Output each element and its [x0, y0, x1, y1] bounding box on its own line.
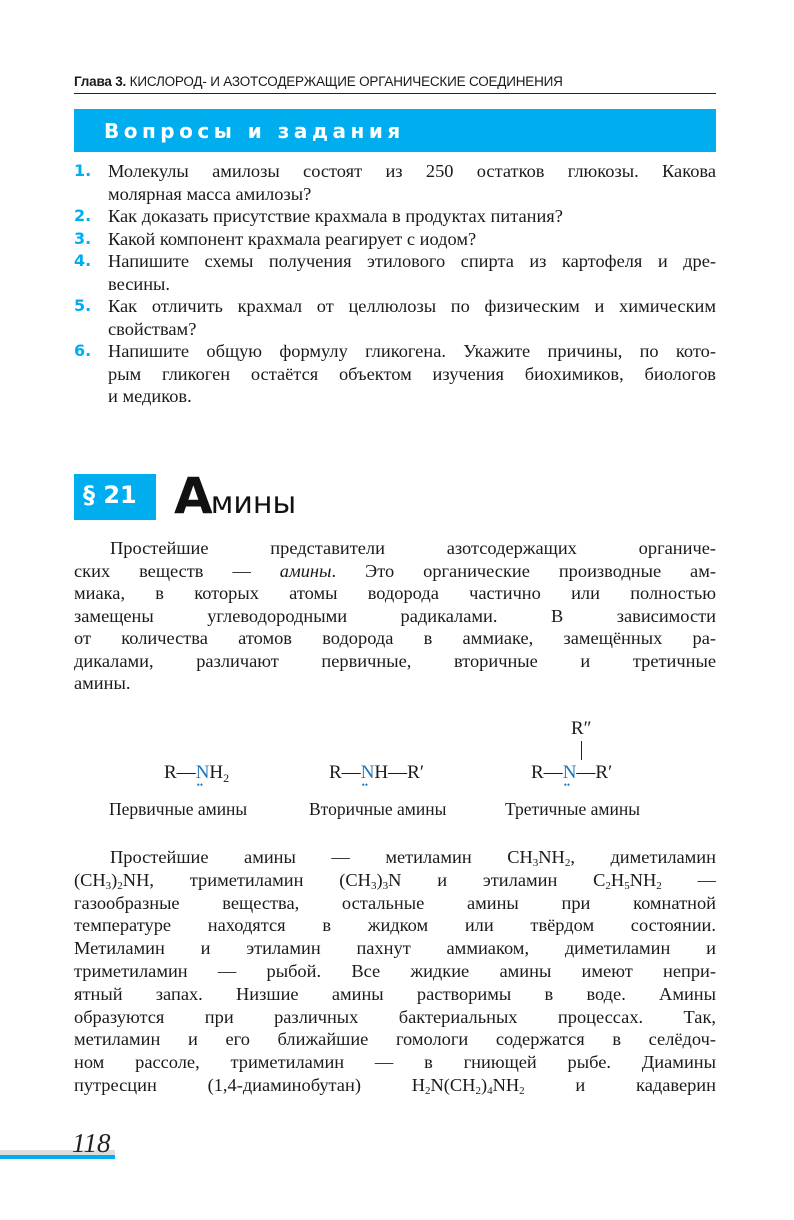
subscript: 3 [382, 879, 389, 892]
subscript: 2 [605, 879, 611, 892]
subscript: 2 [656, 879, 662, 892]
paragraph-simple-amines [74, 846, 716, 1097]
bond-line [581, 741, 582, 760]
text-line: ятный запах. Низшие амины растворимы в воде. Амины [74, 983, 716, 1004]
formula-part: H—R′ [374, 762, 424, 783]
text-line: весины. [108, 273, 170, 294]
formula-secondary-amine [329, 762, 424, 784]
page-number: 118 [72, 1128, 111, 1158]
subscript: 2 [117, 879, 123, 892]
chapter-label: Глава 3. [74, 74, 127, 89]
text-line: замещены углеводородными радикалами. В зависимости [74, 605, 716, 626]
formula-part: R— [329, 762, 361, 783]
text-line: Метиламин и этиламин пахнут аммиаком, диметиламин и [74, 938, 716, 959]
formula-tertiary-top-radical: R″ [571, 718, 592, 739]
text-line: $(CH_3)_2NH$, триметиламин $(CH_3)_3N$ и этиламин $C_2H_5NH_2$ — [74, 869, 716, 892]
subscript: 5 [624, 879, 630, 892]
question-number: 2. [74, 206, 92, 225]
subscript: 3 [105, 879, 112, 892]
text-line: миака, в которых атомы водорода частично или полностью [74, 583, 716, 603]
subscript: 2 [425, 1084, 431, 1097]
text-line: Напишите схемы получения этилового спирта из картофеля и дре- [108, 251, 716, 271]
running-header [74, 74, 716, 94]
subscript: 2 [519, 1084, 525, 1097]
text-line: Как отличить крахмал от целлюлозы по физическим и химическим [108, 296, 716, 316]
questions-heading: Вопросы и задания [74, 109, 716, 152]
text-line: Молекулы амилозы состоят из 250 остатков глюкозы. Какова [108, 161, 716, 181]
subscript: 3 [370, 879, 377, 892]
text-line: и медиков. [108, 386, 192, 406]
subscript: 4 [487, 1084, 493, 1097]
text-line: амины. [74, 673, 131, 693]
section-number-badge: § 21 [74, 474, 156, 520]
paragraph-intro [74, 537, 716, 695]
question-item [74, 340, 716, 408]
formula-part: R— [531, 762, 563, 783]
text-line: дикалами, различают первичные, вторичные и третичные [74, 650, 716, 671]
formula-part: H [209, 762, 224, 783]
formula-part: —R′ [576, 762, 613, 783]
formula-tertiary-amine [531, 762, 612, 784]
formula-part: R— [164, 762, 196, 783]
label-primary-amines: Первичные амины [109, 799, 248, 819]
question-number: 1. [74, 161, 92, 180]
text-line: путресцин (1,4-диаминобутан) $H_2N(CH_2)_4NH_2$ и кадаверин [74, 1074, 716, 1097]
section-title-rest: мины [210, 486, 297, 521]
question-item [74, 250, 716, 295]
subscript: 2 [475, 1084, 481, 1097]
question-item [74, 160, 716, 205]
formula-subscript: 2 [223, 771, 230, 785]
label-tertiary-amines: Третичные амины [505, 799, 640, 819]
text-line: Как доказать присутствие крахмала в продуктах питания? [108, 206, 563, 226]
question-item [74, 295, 716, 340]
text-line: рым гликоген остаётся объектом изучения биохимиков, биологов [108, 363, 716, 384]
text-line: ских веществ — амины. Это органические производные ам- [74, 560, 716, 581]
text-line: триметиламин — рыбой. Все жидкие амины имеют непри- [74, 960, 716, 981]
text-line: Напишите общую формулу гликогена. Укажите причины, по кото- [108, 341, 716, 361]
question-item [74, 228, 716, 251]
text-line: Простейшие амины — метиламин $CH_3NH_2$, диметиламин [110, 847, 716, 869]
text-line: свойствам? [108, 318, 197, 339]
formula-primary-amine [164, 762, 229, 784]
chapter-title: КИСЛОРОД- И АЗОТСОДЕРЖАЩИЕ ОРГАНИЧЕСКИЕ СОЕДИНЕНИЯ [129, 74, 563, 89]
question-number: 5. [74, 296, 92, 315]
text-line: образуются при различных бактериальных процессах. Так, [74, 1006, 716, 1027]
label-secondary-amines: Вторичные амины [309, 799, 447, 819]
question-number: 6. [74, 341, 92, 360]
text-line: метиламин и его ближайшие гомологи содержатся в селёдоч- [74, 1029, 716, 1050]
subscript: 2 [564, 857, 571, 869]
questions-list [74, 160, 716, 408]
nitrogen-atom: N •• [563, 762, 577, 783]
text-line: от количества атомов водорода в аммиаке, замещённых ра- [74, 628, 716, 648]
question-item [74, 205, 716, 228]
text-line: газообразные вещества, остальные амины при комнатной [74, 892, 716, 913]
italic-term: амины [279, 560, 332, 581]
nitrogen-atom: N •• [196, 762, 210, 783]
text-line: температуре находятся в жидком или твёрдом состоянии. [74, 915, 716, 936]
text-line: молярная масса амилозы? [108, 183, 312, 204]
section-title-initial: А [174, 467, 211, 525]
text-line: ном рассоле, триметиламин — в гниющей рыбе. Диамины [74, 1052, 716, 1073]
text-line: Какой компонент крахмала реагирует с иодом? [108, 228, 477, 249]
subscript: 3 [532, 857, 539, 869]
question-number: 4. [74, 251, 92, 270]
question-number: 3. [74, 228, 92, 248]
text-line: Простейшие представители азотсодержащих органиче- [110, 538, 716, 558]
nitrogen-atom: N •• [361, 762, 375, 783]
section-title [174, 467, 297, 530]
